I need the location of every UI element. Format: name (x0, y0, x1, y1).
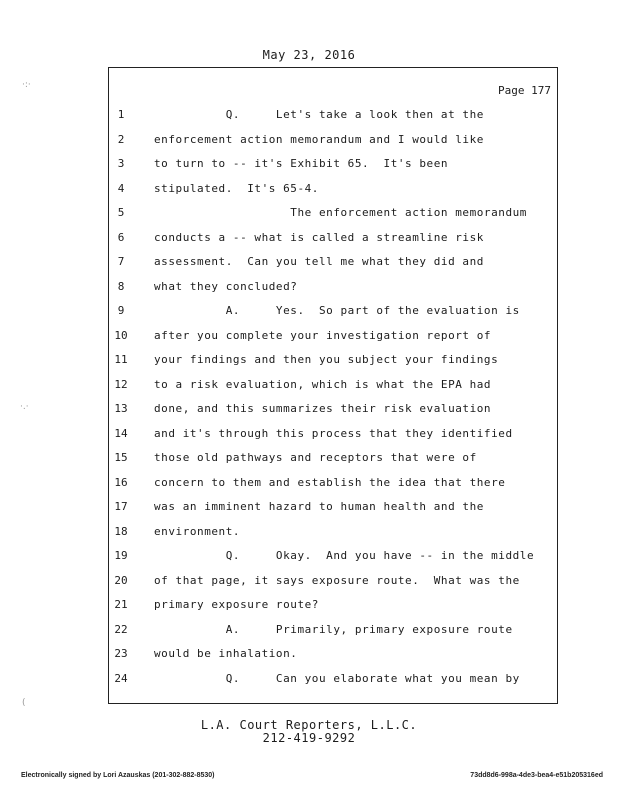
line-number: 5 (117, 206, 125, 219)
transcript-line: what they concluded? (154, 279, 298, 293)
transcript-line: Q. Can you elaborate what you mean by (154, 671, 520, 685)
transcript-line: and it's through this process that they identified (154, 426, 513, 440)
transcript-line: Q. Okay. And you have -- in the middle (154, 549, 535, 562)
page-number: Page 177 (498, 84, 551, 97)
line-number: 18 (114, 524, 128, 538)
transcript-line: environment. (154, 524, 241, 538)
transcript-line: done, and this summarizes their risk evaluation (154, 402, 492, 415)
transcript-line: primary exposure route? (154, 598, 319, 611)
transcript-line: to turn to -- it's Exhibit 65. It's been (154, 157, 449, 170)
line-number: 8 (117, 279, 125, 293)
transcript-line: assessment. Can you tell me what they did and (154, 255, 484, 268)
transcript-line: to a risk evaluation, which is what the EPA had (154, 377, 492, 391)
transcript-line: conducts a -- what is called a streamline risk (154, 230, 484, 244)
line-number: 13 (114, 402, 128, 415)
line-number: 16 (114, 475, 128, 489)
line-number: 7 (117, 255, 125, 268)
transcript-line: concern to them and establish the idea that there (154, 475, 506, 489)
transcript-line: The enforcement action memorandum (154, 206, 527, 219)
transcript-line: after you complete your investigation report of (154, 328, 492, 342)
line-number: 2 (117, 132, 125, 146)
signature-right: 73dd8d6-998a-4de3-bea4-e51b205316ed (470, 772, 603, 779)
line-number: 17 (114, 500, 128, 513)
transcript-line: was an imminent hazard to human health and the (154, 500, 484, 513)
transcript-line: your findings and then you subject your findings (154, 353, 499, 366)
transcript-line: A. Primarily, primary exposure route (154, 622, 513, 636)
signature-left: Electronically signed by Lori Azauskas (201-302-882-8530) (21, 772, 215, 779)
footer-company: L.A. Court Reporters, L.L.C. (200, 718, 418, 732)
line-number: 12 (114, 377, 128, 391)
line-number: 22 (114, 622, 128, 636)
line-number: 10 (114, 328, 128, 342)
header-date: May 23, 2016 (262, 48, 356, 62)
line-number: 20 (114, 573, 128, 587)
transcript-line: Q. Let's take a look then at the (154, 108, 484, 121)
line-number: 23 (114, 647, 128, 660)
scan-speck: ·:· (22, 80, 31, 90)
footer-phone: 212-419-9292 (262, 731, 356, 745)
transcript-line: those old pathways and receptors that were of (154, 451, 477, 464)
line-number: 3 (117, 157, 125, 170)
transcript-line: enforcement action memorandum and I would like (154, 132, 484, 146)
scan-speck: ·.· (20, 402, 29, 412)
line-number: 1 (117, 108, 125, 121)
line-number: 19 (114, 549, 128, 562)
line-number: 11 (114, 353, 128, 366)
transcript-line: of that page, it says exposure route. What was the (154, 573, 520, 587)
line-number: 24 (114, 671, 128, 685)
transcript-line: would be inhalation. (154, 647, 298, 660)
line-number: 14 (114, 426, 128, 440)
line-number: 6 (117, 230, 125, 244)
line-number: 4 (117, 181, 125, 195)
line-number: 9 (117, 304, 125, 317)
line-number: 15 (114, 451, 128, 464)
transcript-page (108, 67, 558, 704)
scan-speck: ( (22, 698, 26, 708)
transcript-line: A. Yes. So part of the evaluation is (154, 304, 520, 317)
line-number: 21 (114, 598, 128, 611)
transcript-line: stipulated. It's 65-4. (154, 181, 319, 195)
